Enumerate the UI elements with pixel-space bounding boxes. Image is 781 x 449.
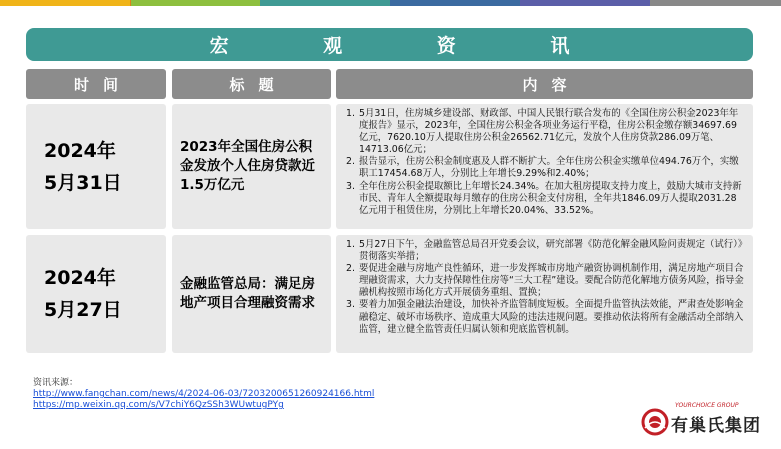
list-item-number: 2.	[346, 156, 355, 168]
list-item-number: 2.	[346, 263, 355, 275]
page-title-bar	[26, 28, 753, 61]
header-content: 内容	[336, 69, 753, 99]
row-2-content-cell	[336, 235, 753, 353]
row-2-date	[44, 262, 122, 326]
list-item-text: 5月27日下午，金融监管总局召开党委会议，研究部署《防范化解金融风险问责规定（试行）》贯彻落实举措；	[359, 239, 743, 263]
list-item-text: 要促进金融与房地产良性循环，进一步发挥城市房地产融资协调机制作用，满足房地产项目合理融资需求，大力支持保障性住房等“三大工程”建设。要配合防范化解地方债务风险，指导金融机构按照市场化方式开展债务重组、置换；	[359, 263, 744, 299]
top-bar-segment	[131, 0, 260, 6]
header-time: 时间	[26, 69, 166, 99]
list-item-text: 报告显示，住房公积金制度惠及人群不断扩大。全年住房公积金实缴单位494.76万个，实缴职工17454.68万人，分别比上年增长9.29%和2.40%；	[359, 156, 739, 180]
row-1-content-list	[346, 108, 745, 217]
top-bar-segment	[390, 0, 520, 6]
row-2-date-year: 2024年	[44, 267, 116, 289]
row-2-date-cell	[26, 235, 166, 353]
logo-english-name: YOURCHOICE GROUP	[675, 402, 739, 409]
row-1-date-cell	[26, 104, 166, 229]
list-item	[346, 263, 745, 299]
list-item	[346, 239, 745, 263]
source-link-fangchan[interactable]: http://www.fangchan.com/news/4/2024-06-03/7203200651260924166.html	[33, 389, 375, 399]
top-bar-segment	[0, 0, 130, 6]
row-1-date-day: 5月31日	[44, 171, 122, 194]
top-bar-segment	[650, 0, 781, 6]
page-title: 宏 观 资 讯	[209, 35, 614, 57]
row-2-date-day: 5月27日	[44, 299, 122, 321]
nest-logo-icon	[641, 408, 669, 436]
list-item-number: 3.	[346, 299, 355, 311]
list-item	[346, 181, 745, 217]
row-1-date-year: 2024年	[44, 139, 116, 162]
list-item-number: 1.	[346, 108, 355, 119]
row-2-title-cell	[172, 235, 331, 353]
list-item-number: 1.	[346, 239, 355, 250]
row-2-content-list	[346, 239, 745, 336]
list-item-number: 3.	[346, 180, 355, 192]
source-label: 资讯来源：	[33, 378, 79, 388]
top-bar-segment	[260, 0, 390, 6]
list-item-text: 5月31日，住房城乡建设部、财政部、中国人民银行联合发布的《全国住房公积金2023年年度报告》显示，2023年，全国住房公积金各项业务运行平稳，住房公积金缴存额34697.69亿元，7620.10万人提取住房公积金26562.71亿元，发放个人住房贷款286.09万笔、14713.06亿元；	[359, 108, 739, 156]
row-1-title: 2023年全国住房公积金发放个人住房贷款近1.5万亿元	[180, 139, 315, 193]
row-1-date	[44, 135, 122, 199]
list-item-text: 全年住房公积金提取额比上年增长24.34%。在加大租房提取支持力度上，鼓励大城市支持新市民、青年人全额提取每月缴存的住房公积金支付房租，全年共1846.09万人提取2031.28亿元用于租赁住房，分别比上年增长20.04%、33.52%。	[359, 180, 742, 216]
list-item-text: 要着力加强金融法治建设，加快补齐监管制度短板。全面提升监管执法效能，严肃查处影响金融稳定、破坏市场秩序、造成重大风险的违法违规问题。要推动依法将所有金融活动全部纳入监管，建立健全监管责任归属认领和兜底监管机制。	[359, 299, 744, 335]
source-link-weixin[interactable]: https://mp.weixin.qq.com/s/V7chiY6QzSSh3WUwtugPYg	[33, 400, 284, 410]
header-title: 标题	[172, 69, 331, 99]
row-1-title-cell	[172, 104, 331, 229]
logo-chinese-name: 有巢氏集团	[671, 416, 761, 436]
company-logo	[641, 402, 761, 438]
list-item	[346, 156, 745, 180]
top-color-bar	[0, 0, 781, 6]
list-item	[346, 299, 745, 335]
source-section	[33, 378, 374, 411]
top-bar-segment	[520, 0, 650, 6]
row-1-content-cell	[336, 104, 753, 229]
list-item	[346, 108, 745, 156]
row-2-title: 金融监管总局：满足房地产项目合理融资需求	[180, 276, 315, 311]
